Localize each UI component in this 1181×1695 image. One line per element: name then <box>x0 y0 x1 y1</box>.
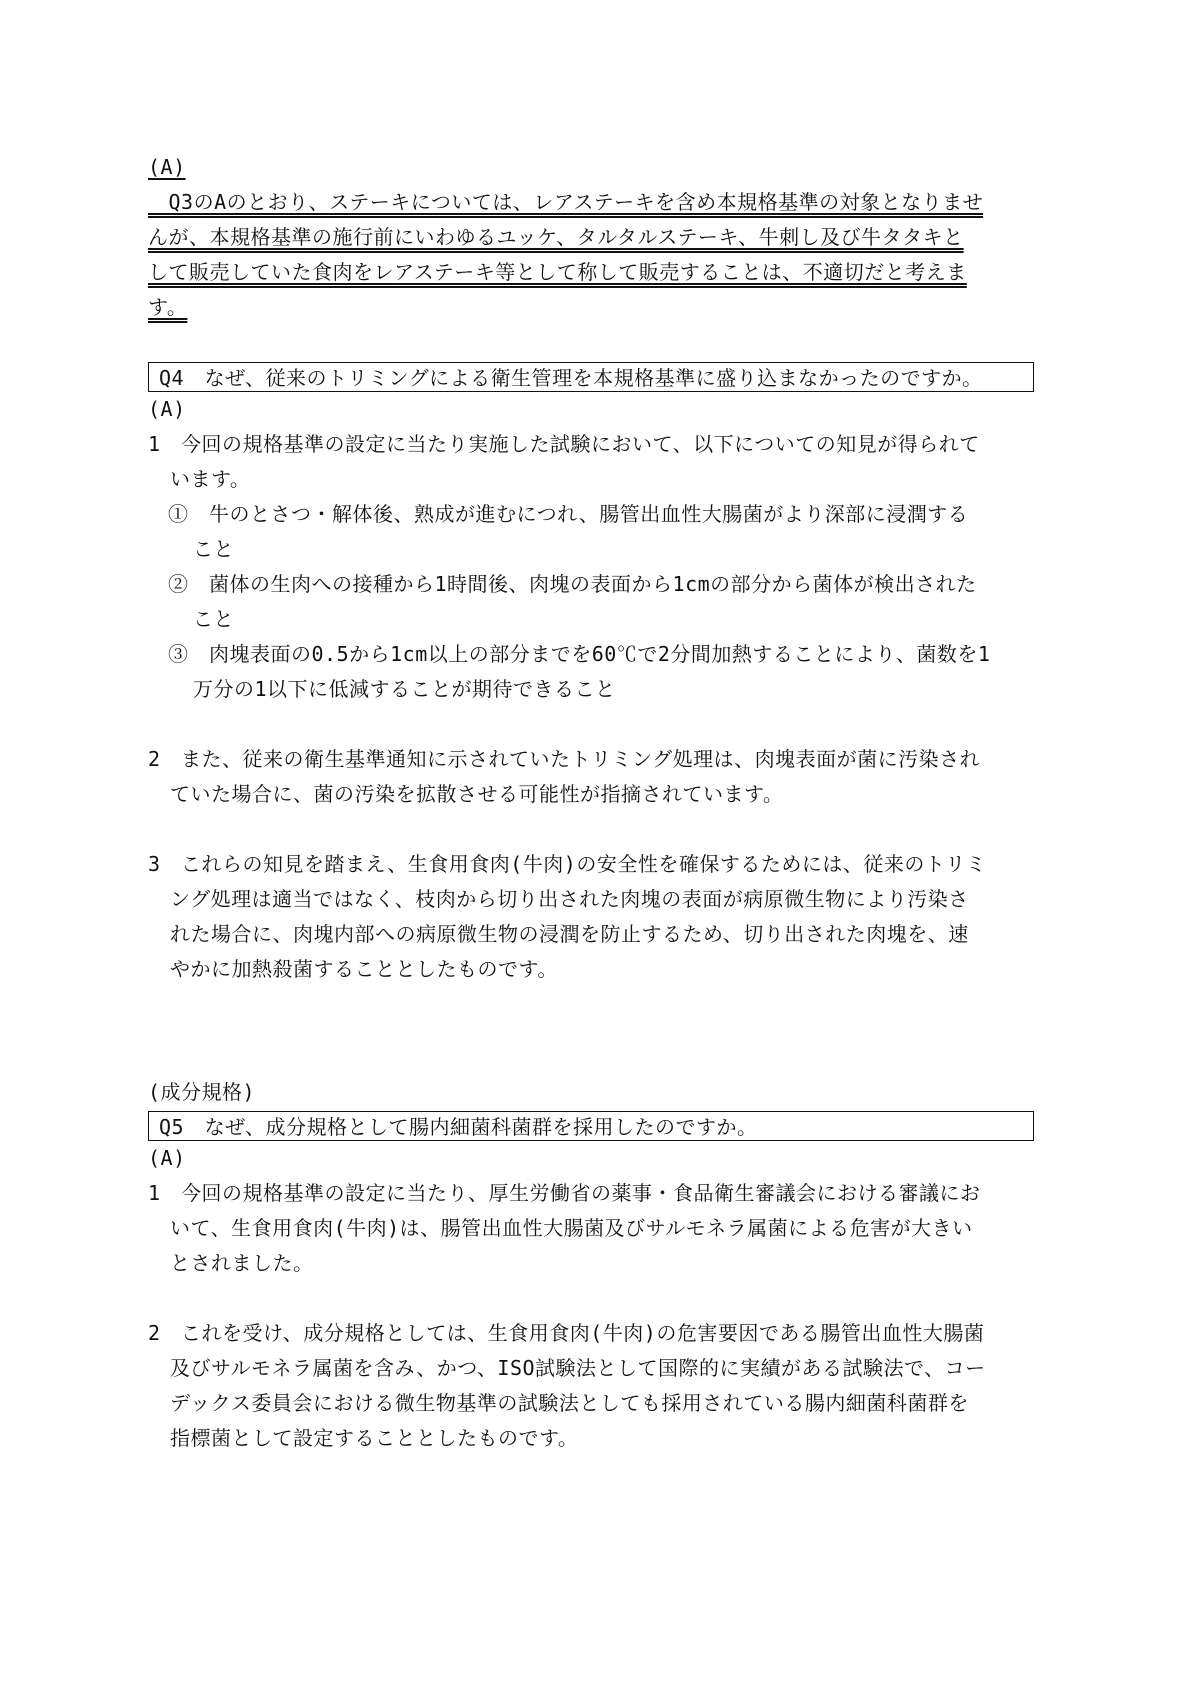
paragraph-line: 2 これを受け、成分規格としては、生食用食肉(牛肉)の危害要因である腸管出血性大腸菌 <box>148 1321 985 1345</box>
list-item: ① 牛のとさつ・解体後、熟成が進むにつれ、腸管出血性大腸菌がより深部に浸潤する <box>168 502 969 526</box>
paragraph-line: ていた場合に、菌の汚染を拡散させる可能性が指摘されています。 <box>170 782 784 806</box>
section-heading: (成分規格) <box>148 1080 256 1104</box>
paragraph-line: 3 これらの知見を踏まえ、生食用食肉(牛肉)の安全性を確保するためには、従来のトリミ <box>148 852 987 876</box>
paragraph-line: ング処理は適当ではなく、枝肉から切り出された肉塊の表面が病原微生物により汚染さ <box>170 887 969 911</box>
paragraph-line: 2 また、従来の衛生基準通知に示されていたトリミング処理は、肉塊表面が菌に汚染され <box>148 747 981 771</box>
paragraph-line: 1 今回の規格基準の設定に当たり、厚生労働省の薬事・食品衛生審議会における審議にお <box>148 1181 981 1205</box>
question-text: Q4 なぜ、従来のトリミングによる衛生管理を本規格基準に盛り込まなかったのですか。 <box>159 366 983 390</box>
list-item-cont: こと <box>193 607 234 631</box>
list-item: ② 菌体の生肉への接種から1時間後、肉塊の表面から1cmの部分から菌体が検出された <box>168 572 977 596</box>
question-text: Q5 なぜ、成分規格として腸内細菌科菌群を採用したのですか。 <box>159 1115 758 1139</box>
paragraph-line: れた場合に、肉塊内部への病原微生物の浸潤を防止するため、切り出された肉塊を、速 <box>170 922 969 946</box>
answer-label: (A) <box>148 397 186 421</box>
question-box-q4 <box>148 362 1034 392</box>
list-item-cont: 万分の1以下に低減することが期待できること <box>193 677 616 701</box>
paragraph-line: とされました。 <box>170 1251 314 1275</box>
answer-label: (A) <box>148 155 186 179</box>
answer-line: んが、本規格基準の施行前にいわゆるユッケ、タルタルステーキ、牛刺し及び牛タタキと <box>148 225 964 249</box>
paragraph-line: 及びサルモネラ属菌を含み、かつ、ISO試験法として国際的に実績がある試験法で、コー <box>170 1356 986 1380</box>
list-item: ③ 肉塊表面の0.5から1cm以上の部分までを60℃で2分間加熱することにより、菌数を1 <box>168 642 991 666</box>
answer-line: Q3のAのとおり、ステーキについては、レアステーキを含め本規格基準の対象となりませ <box>148 190 984 214</box>
answer-block-q3 <box>148 150 983 325</box>
paragraph-line: やかに加熱殺菌することとしたものです。 <box>170 957 558 981</box>
paragraph-line: いて、生食用食肉(牛肉)は、腸管出血性大腸菌及びサルモネラ属菌による危害が大きい <box>170 1216 973 1240</box>
answer-line: して販売していた食肉をレアステーキ等として称して販売することは、不適切だと考えま <box>148 260 967 284</box>
paragraph-line: 指標菌として設定することとしたものです。 <box>170 1426 579 1450</box>
list-item-cont: こと <box>193 537 234 561</box>
answer-block-q5 <box>148 1141 986 1456</box>
paragraph-line: います。 <box>170 467 251 491</box>
answer-block-q4 <box>148 392 990 987</box>
answer-label: (A) <box>148 1146 186 1170</box>
question-box-q5 <box>148 1111 1034 1141</box>
paragraph-line: 1 今回の規格基準の設定に当たり実施した試験において、以下についての知見が得られて <box>148 432 980 456</box>
answer-line: す。 <box>148 295 188 319</box>
paragraph-line: デックス委員会における微生物基準の試験法としても採用されている腸内細菌科菌群を <box>170 1391 969 1415</box>
